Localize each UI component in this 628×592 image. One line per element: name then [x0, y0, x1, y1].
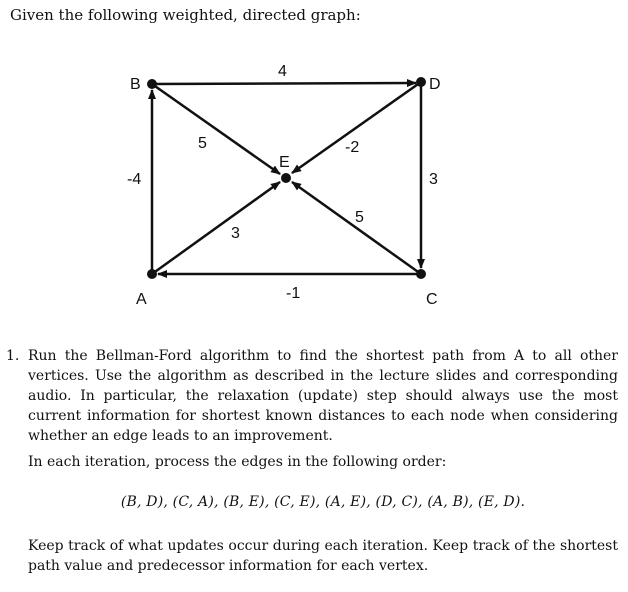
- problem-item: [6, 346, 618, 576]
- intro-text: Given the following weighted, directed graph:: [10, 6, 361, 24]
- vertex-b: [147, 79, 157, 89]
- vertex-e: [281, 173, 291, 183]
- problem-paragraph-1: Run the Bellman-Ford algorithm to find the shortest path from A to all other vertices. Use the algorithm as described in the lecture slides and corresponding audio. In particular, the relaxation (update) step should always use the most current information for shortest known distances to each node when considering whether an edge leads to an improvement.: [28, 348, 618, 444]
- weight-b-e: 5: [198, 135, 207, 152]
- vertex-label-d: D: [429, 76, 441, 93]
- edge-b-d: [152, 83, 416, 84]
- vertex-label-b: B: [130, 76, 141, 93]
- problem-body: [28, 346, 618, 576]
- edge-d-e: [292, 82, 421, 173]
- weight-c-a: -1: [286, 285, 301, 302]
- weight-d-c: 3: [429, 171, 438, 188]
- problem-number: 1.: [6, 348, 20, 364]
- problem-paragraph-3: Keep track of what updates occur during each iteration. Keep track of the shortest path value and predecessor information for each vertex.: [28, 538, 618, 574]
- vertex-label-c: C: [426, 291, 438, 308]
- weight-d-e: -2: [345, 139, 360, 156]
- weight-b-d: 4: [278, 63, 287, 80]
- problem-paragraph-2: In each iteration, process the edges in the following order:: [28, 454, 447, 470]
- vertex-a: [147, 269, 157, 279]
- edge-b-e: [152, 84, 280, 174]
- edge-c-e: [292, 182, 421, 274]
- weight-c-e: 5: [355, 209, 364, 226]
- edge-a-e: [152, 182, 280, 274]
- problem-section: [6, 346, 618, 576]
- vertex-c: [416, 269, 426, 279]
- edge-order: (B, D), (C, A), (B, E), (C, E), (A, E), (D, C), (A, B), (E, D).: [120, 494, 526, 510]
- vertex-d: [416, 77, 426, 87]
- weight-a-e: 3: [231, 225, 240, 242]
- vertex-label-a: A: [136, 291, 147, 308]
- weight-a-b: -4: [127, 171, 142, 188]
- vertex-label-e: E: [279, 154, 290, 171]
